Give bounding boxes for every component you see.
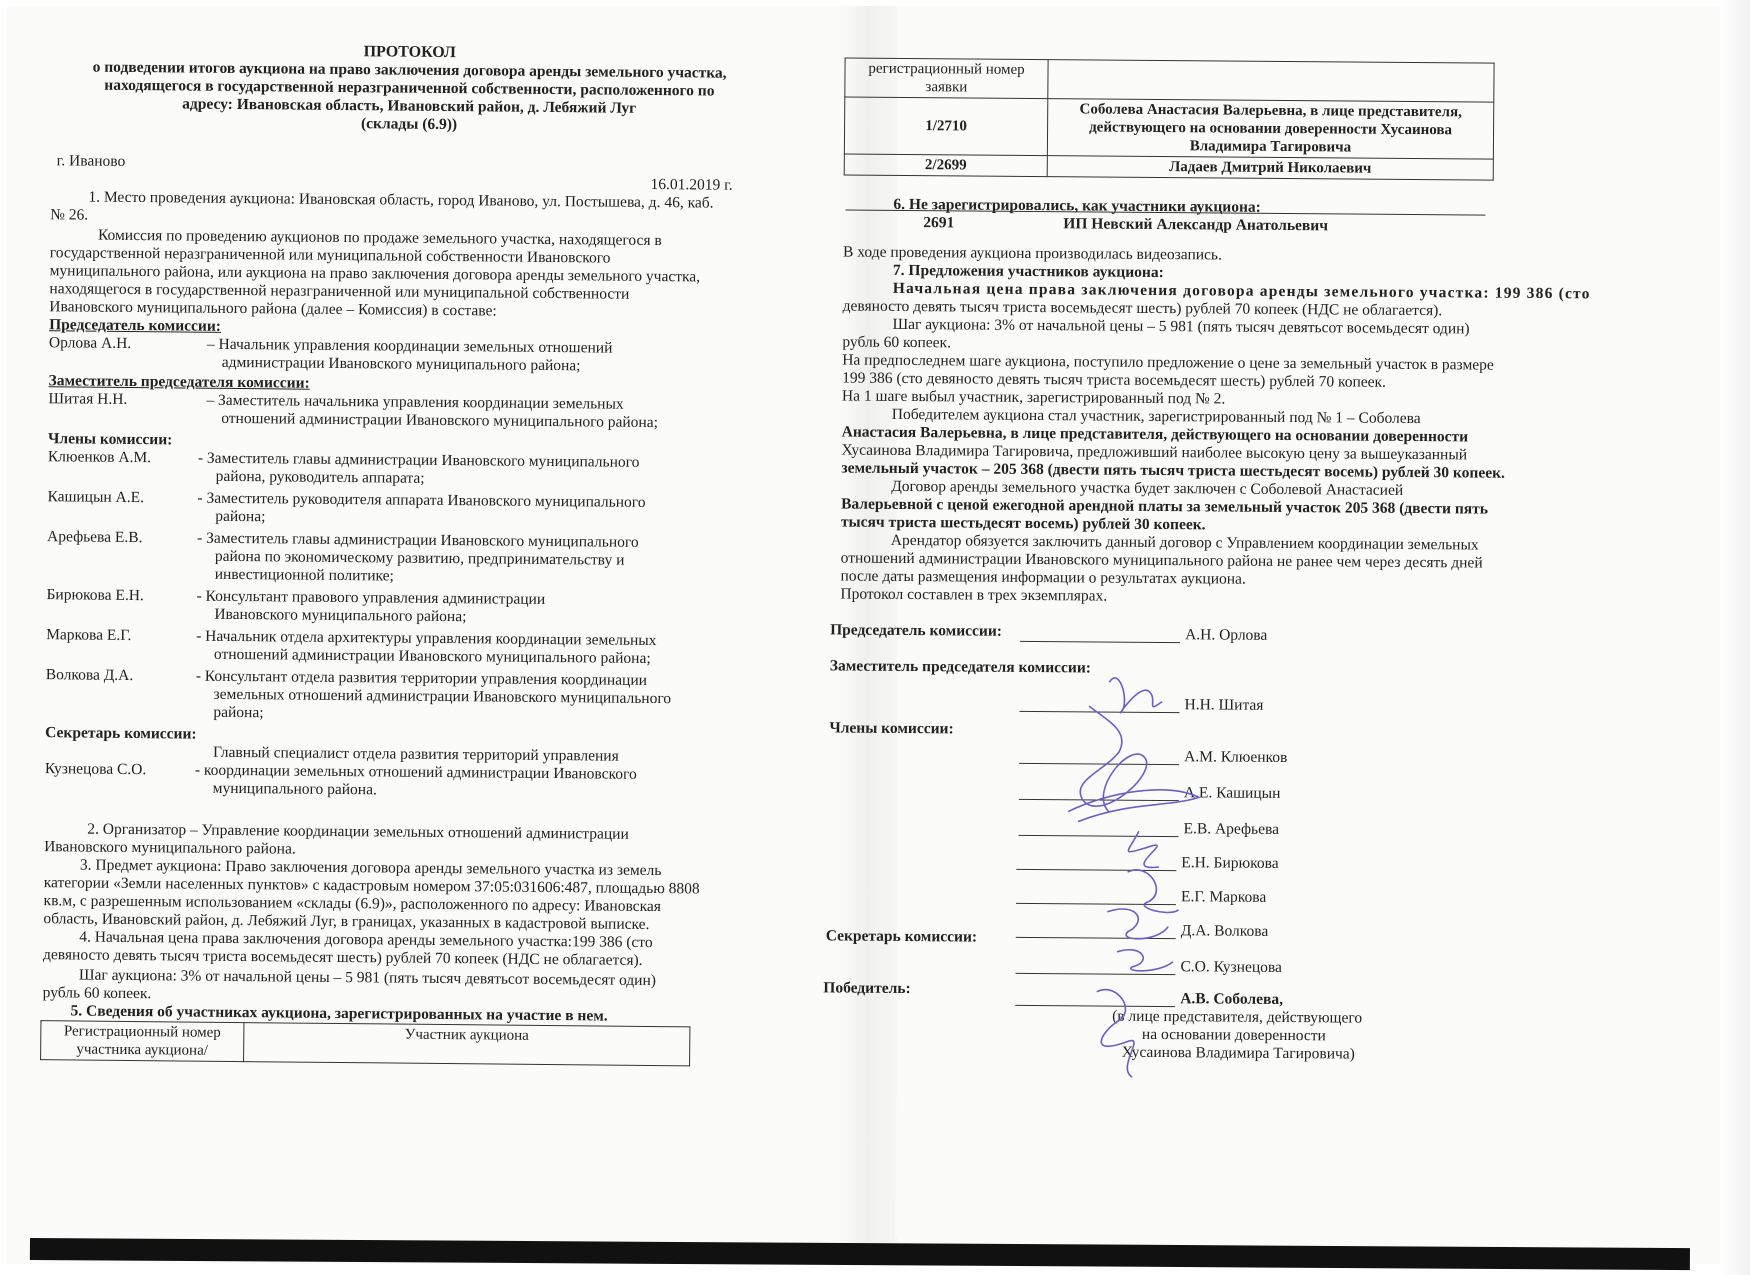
sig-chair-label: Председатель комиссии: <box>830 621 1003 640</box>
person-name: Кашицын А.Е. <box>47 488 145 507</box>
table-cell: Ладаев Дмитрий Николаевич <box>1169 159 1372 177</box>
commission-text: государственной неразграниченной или муниципальной собственности Ивановского <box>49 244 611 267</box>
signer-name: А.В. Соболева, <box>1180 990 1284 1008</box>
scan-edge <box>1720 0 1750 1275</box>
city: г. Иваново <box>56 152 126 170</box>
table-cell: регистрационный номер <box>868 60 1025 78</box>
proposals-text: Анастасия Валерьевна, в лице представителя, действующего на основании доверенности <box>841 423 1469 446</box>
person-role: района; <box>213 703 264 722</box>
proposals-text: Начальная цена права заключения договора аренды земельного участка: 199 386 (сто <box>892 279 1591 303</box>
signer-name: С.О. Кузнецова <box>1180 958 1282 976</box>
participants-table <box>844 58 1495 181</box>
person-role: района; <box>215 507 266 526</box>
person-role: - Начальник отдела архитектуры управления координации земельных <box>196 627 657 650</box>
not-registered-number: 2691 <box>923 214 955 232</box>
commission-text: находящегося в государственной неразграниченной или муниципальной собственности <box>49 280 630 303</box>
table-row <box>845 58 1494 102</box>
person-role: - Консультант правового управления администрации <box>196 587 546 608</box>
signature-stroke <box>1128 870 1178 913</box>
members-heading: Члены комиссии: <box>47 430 173 449</box>
sig-members-label: Члены комиссии: <box>829 719 954 738</box>
signature-stroke <box>1108 909 1168 939</box>
participants-table-head <box>40 1020 690 1066</box>
video-note: В ходе проведения аукциона производилась видеозапись. <box>843 243 1222 264</box>
proposals-text: Протокол составлен в трех экземплярах. <box>840 585 1108 605</box>
person-role: земельных отношений администрации Ивановского муниципального <box>213 685 672 708</box>
table-cell <box>1055 61 1488 64</box>
proposals-text: Арендатор обязуется заключить данный договор с Управлением координации земельных <box>890 531 1479 554</box>
subtitle-line: о подведении итогов аукциона на право заключения договора аренды земельного участка, <box>92 58 727 82</box>
person-role: - Заместитель главы администрации Ивановского муниципального <box>197 449 640 471</box>
chair-heading: Председатель комиссии: <box>49 316 222 335</box>
signature-stroke <box>1117 950 1172 971</box>
paragraph-1: № 26. <box>50 206 89 224</box>
table-row <box>844 97 1493 159</box>
proposals-text: На 1 шаге выбыл участник, зарегистрированный под № 2. <box>841 387 1226 408</box>
subtitle-line: (склады (6.9)) <box>360 115 458 134</box>
table-cell: 2/2699 <box>924 157 967 174</box>
proposals-text: 199 386 (сто девяносто девять тысяч триста восемьдесят шесть) рублей 70 копеек. <box>842 369 1387 391</box>
winner-note: (в лице представителя, действующего <box>1112 1007 1363 1027</box>
person-name: Клюенков А.М. <box>47 448 152 467</box>
signer-name: Е.В. Арефьева <box>1183 820 1280 838</box>
table-cell: Владимира Тагировича <box>1189 138 1352 156</box>
winner-note: на основании доверенности <box>1141 1025 1326 1045</box>
person-role: администрации Ивановского муниципального района; <box>221 353 581 375</box>
person-role: – Начальник управления координации земельных отношений <box>206 335 613 357</box>
proposals-text: Договор аренды земельного участка будет заключен с Соболевой Анастасией <box>891 477 1404 499</box>
signature-stroke <box>1128 832 1158 868</box>
signature-stroke <box>1069 789 1199 822</box>
proposals-text: На предпоследнем шаге аукциона, поступило предложение о цене за земельный участок в размере <box>842 351 1494 374</box>
paragraph-6: 6. Не зарегистрировались, как участники аукциона: <box>893 195 1261 216</box>
signature-stroke <box>1109 678 1161 713</box>
person-name: Волкова Д.А. <box>45 666 134 685</box>
person-role: инвестиционной политике; <box>214 565 394 585</box>
proposals-text: девяносто девять тысяч триста восемьдесят шесть) рублей 70 копеек (НДС не облагается). <box>842 297 1443 320</box>
proposals-text: Победителем аукциона стал участник, зарегистрированный под № 1 – Соболева <box>891 405 1421 428</box>
person-role: Ивановского муниципального района; <box>214 605 467 626</box>
paragraph-3: область, Ивановский район, д. Лебяжий Луг, в границах, указанных в кадастровой выписке. <box>43 910 650 933</box>
signer-name: А.Е. Кашицын <box>1183 784 1281 802</box>
handwritten-signatures <box>1047 661 1220 1082</box>
person-role: муниципального района. <box>212 779 377 799</box>
paragraph-5: 5. Сведения об участниках аукциона, зарегистрированных на участие в нем. <box>70 1002 608 1025</box>
paragraph-3: категории «Земли населенных пунктов» с кадастровым номером 37:05:031606:487, площадью 8808 <box>43 874 700 898</box>
commission-text: Комиссия по проведению аукционов по продаже земельного участка, находящегося в <box>97 226 662 250</box>
proposals-text: земельный участок – 205 368 (двести пять тысяч триста шестьдесят восемь) рублей 30 копеек. <box>841 459 1506 482</box>
paragraph-1: 1. Место проведения аукциона: Ивановская область, город Иваново, ул. Постышева, д. 46, каб. <box>88 188 714 212</box>
signature-line <box>1020 641 1180 643</box>
person-name: Орлова А.Н. <box>48 334 132 352</box>
sig-secretary-label: Секретарь комиссии: <box>825 927 978 946</box>
person-name: Кузнецова С.О. <box>44 760 147 779</box>
proposals-text: Хусаинова Владимира Тагировича, предложивший наиболее высокую цену за вышеуказанный <box>841 441 1468 464</box>
signer-name: А.Н. Орлова <box>1185 626 1268 644</box>
table-head-cell: участника аукциона/ <box>76 1041 209 1059</box>
person-role: отношений администрации Ивановского муниципального района; <box>221 409 659 432</box>
right-page <box>823 10 1720 1242</box>
auction-step: Шаг аукциона: 3% от начальной цены – 5 981 (пять тысяч девятьсот восемьдесят один) <box>78 966 657 990</box>
left-page <box>18 26 820 1262</box>
person-role: района, руководитель аппарата; <box>215 467 425 487</box>
table-head-cell: Участник аукциона <box>404 1026 529 1044</box>
person-role: – Заместитель начальника управления координации земельных <box>206 391 624 413</box>
sig-winner-label: Победитель: <box>823 979 911 998</box>
auction-step: рубль 60 копеек. <box>42 984 152 1003</box>
person-role: района по экономическому развитию, предпринимательству и <box>214 547 625 569</box>
subtitle-line: адресу: Ивановская область, Ивановский район, д. Лебяжий Луг <box>182 95 637 117</box>
paragraph-3: кв.м, с разрешенным использованием «склады (6.9)», расположенного по адресу: Ивановская <box>43 892 662 916</box>
paragraph-2: Ивановского муниципального района. <box>44 838 296 858</box>
person-role: - Заместитель главы администрации Ивановского муниципального <box>197 529 639 551</box>
person-role: - Заместитель руководителя аппарата Ивановского муниципального <box>197 489 646 511</box>
subtitle-line: находящегося в государственной неразграниченной собственности, расположенного по <box>104 76 715 100</box>
proposals-text: тысяч триста шестьдесят восемь) рублей 30 копеек. <box>840 513 1206 534</box>
document-title: ПРОТОКОЛ <box>363 43 456 62</box>
table-cell: 1/2710 <box>925 118 967 135</box>
person-role: - Консультант отдела развития территории управления координации <box>195 667 648 689</box>
proposals-text: отношений администрации Ивановского муниципального района не ранее чем через десять дней <box>840 549 1483 572</box>
date: 16.01.2019 г. <box>650 175 733 194</box>
table-head-cell: Регистрационный номер <box>63 1023 221 1041</box>
proposals-text: Валерьевной с ценой ежегодной арендной платы за земельный участок 205 368 (двести пять <box>841 495 1489 518</box>
table-cell: Соболева Анастасия Валерьевна, в лице представителя, <box>1079 101 1462 121</box>
proposals-text: рубль 60 копеек. <box>842 333 952 352</box>
person-name: Маркова Е.Г. <box>46 626 132 645</box>
person-role: Главный специалист отдела развития территорий управления <box>212 743 619 765</box>
commission-text: муниципального района, или аукциона на право заключения договора аренды земельного участка, <box>49 262 701 286</box>
table-cell: действующего на основании доверенности Хусаинова <box>1089 119 1453 139</box>
proposals-text: после даты размещения информации о результатах аукциона. <box>840 567 1246 588</box>
paragraph-4: девяносто девять тысяч триста восемьдесят шесть) рублей 70 копеек (НДС не облагается). <box>43 946 643 969</box>
commission-text: Ивановского муниципального района (далее – Комиссия) в составе: <box>49 298 497 320</box>
paragraph-3: 3. Предмет аукциона: Право заключения договора аренды земельного участка из земель <box>79 856 662 880</box>
person-name: Шитая Н.Н. <box>48 390 128 408</box>
winner-note: Хусаинова Владимира Тагировича) <box>1121 1043 1355 1063</box>
table-cell: заявки <box>925 79 968 96</box>
table-row <box>844 154 1493 180</box>
person-name: Арефьева Е.В. <box>47 528 143 547</box>
secretary-heading: Секретарь комиссии: <box>45 724 197 743</box>
paragraph-4: 4. Начальная цена права заключения договора аренды земельного участка:199 386 (сто <box>79 928 653 952</box>
signer-name: А.М. Клюенков <box>1184 748 1288 767</box>
signer-name: Д.А. Волкова <box>1180 922 1269 940</box>
sig-deputy-label: Заместитель председателя комиссии: <box>829 657 1092 677</box>
paragraph-7: 7. Предложения участников аукциона: <box>892 261 1164 282</box>
not-registered-name: ИП Невский Александр Анатольевич <box>1063 215 1329 235</box>
person-role: отношений администрации Ивановского муниципального района; <box>213 645 651 667</box>
person-role: - координации земельных отношений администрации Ивановского <box>194 761 637 783</box>
signer-name: Е.Г. Маркова <box>1180 888 1267 906</box>
deputy-heading: Заместитель председателя комиссии: <box>48 372 310 392</box>
person-name: Бирюкова Е.Н. <box>46 586 144 605</box>
signature-stroke <box>1097 990 1135 1077</box>
signer-name: Е.Н. Бирюкова <box>1181 854 1279 872</box>
paragraph-2: 2. Организатор – Управление координации земельных отношений администрации <box>87 820 629 843</box>
proposals-text: Шаг аукциона: 3% от начальной цены – 5 981 (пять тысяч девятьсот восемьдесят один) <box>892 315 1470 338</box>
signer-name: Н.Н. Шитая <box>1184 696 1264 714</box>
